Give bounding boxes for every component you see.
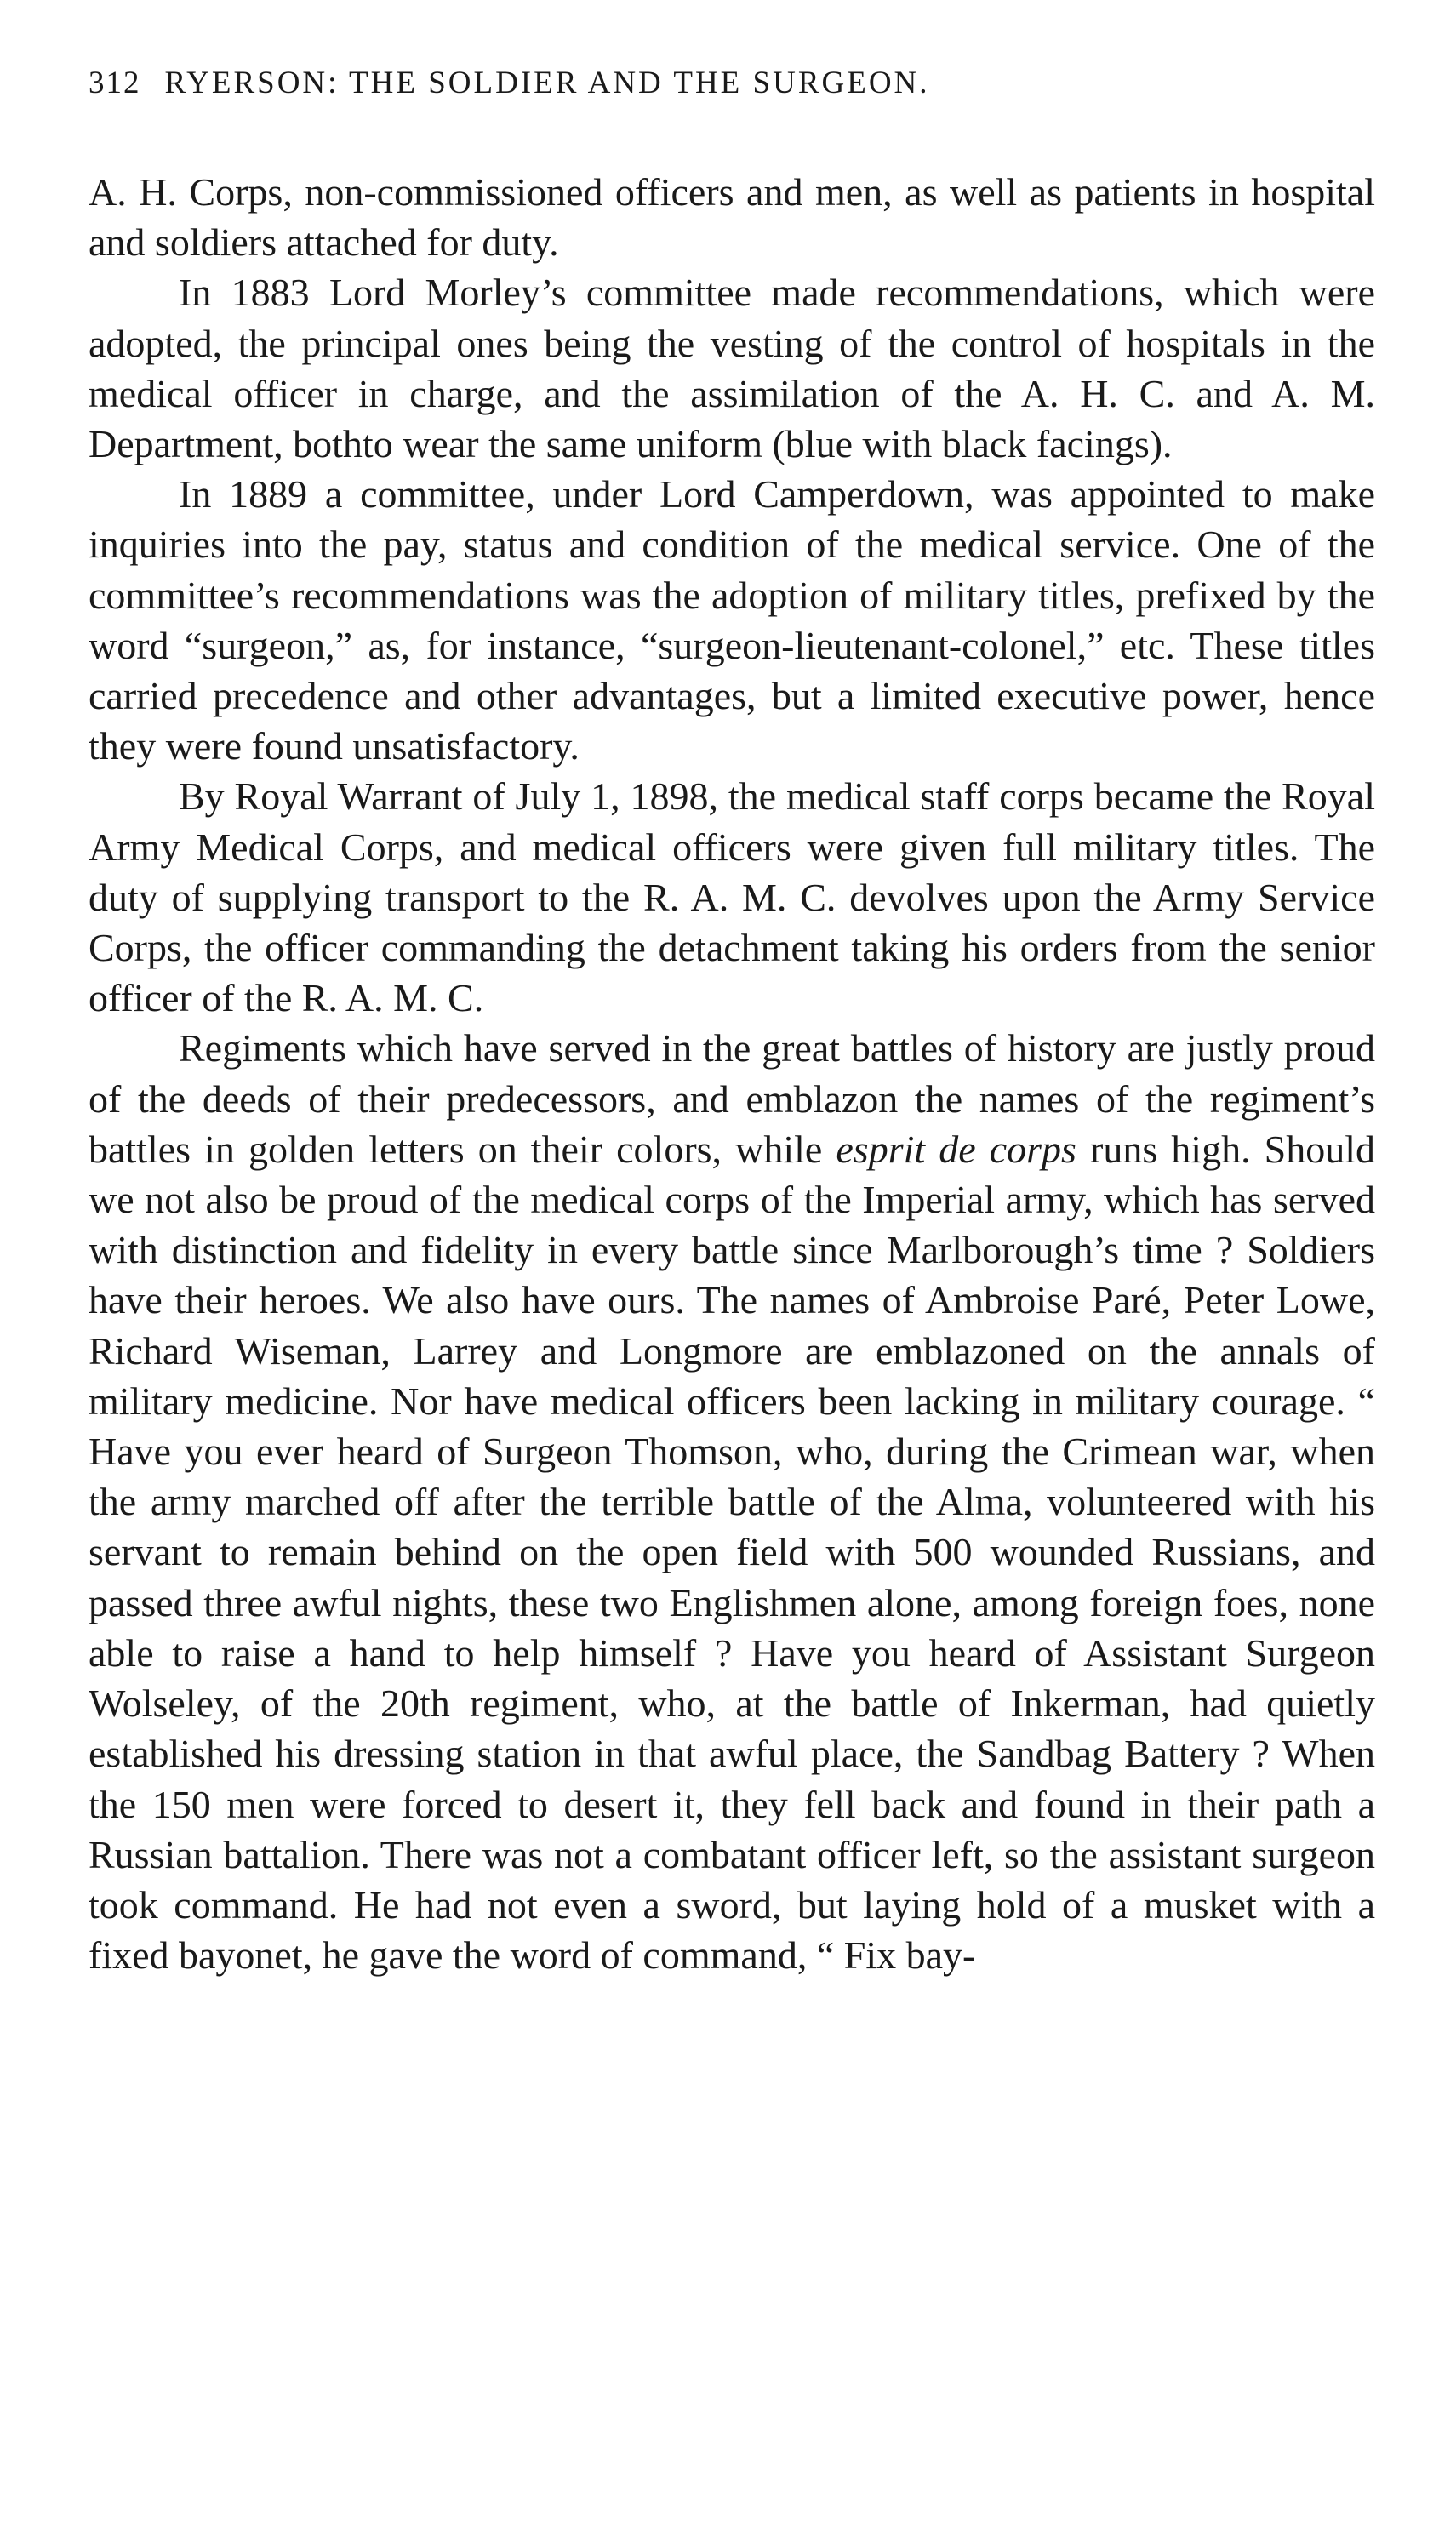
paragraph-regiments — [89, 1023, 1375, 1980]
page-number: 312 — [89, 66, 141, 100]
running-title: RYERSON: THE SOLDIER AND THE SURGEON. — [164, 66, 930, 100]
italic-phrase-esprit-de-corps: esprit de corps — [836, 1127, 1076, 1171]
paragraph-regiments-text-after: runs high. Should we not also be proud of the medical corps of the Imperial army, which has served with distinction and fidelity in every battle since Marlborough’s time ? Soldiers have their heroes. We also have ours. The names of Ambroise Paré, Peter Lowe, Richard Wiseman, Larrey and Longmore are emblazoned on the annals of military medicine. Nor have medical officers been lacking in military courage. “ Have you ever heard of Surgeon Thomson, who, during the Crimean war, when the army marched off after the terrible battle of the Alma, volunteered with his servant to remain behind on the open field with 500 wounded Russians, and passed three awful nights, these two Englishmen alone, among foreign foes, none able to raise a hand to help himself ? Have you heard of Assistant Surgeon Wolseley, of the 20th regiment, who, at the battle of Inkerman, had quietly established his dressing station in that awful place, the Sandbag Battery ? When the 150 men were forced to desert it, they fell back and found in their path a Russian battalion. There was not a combatant officer left, so the assistant surgeon took command. He had not even a sword, but laying hold of a musket with a fixed bayonet, he gave the word of command, “ Fix bay- — [89, 1127, 1375, 1978]
paragraph-morley-committee: In 1883 Lord Morley’s committee made recommendations, which were adopted, the principal ones being the vesting of the control of hospitals in the medical officer in charge, and the assimilation of the A. H. C. and A. M. Department, bothto wear the same uniform (blue with black facings). — [89, 271, 1375, 466]
paragraph-continuation: A. H. Corps, non-commissioned officers and men, as well as patients in hospital and soldiers attached for duty. — [89, 170, 1375, 265]
paragraph-royal-warrant: By Royal Warrant of July 1, 1898, the medical staff corps became the Royal Army Medical Corps, and medical officers were given full military titles. The duty of supplying transport to the R. A. M. C. devolves upon the Army Service Corps, the officer commanding the detachment taking his orders from the senior officer of the R. A. M. C. — [89, 774, 1375, 1020]
running-head — [89, 58, 1375, 109]
paragraph-camperdown-committee: In 1889 a committee, under Lord Camperdown, was appointed to make inquiries into the pay, status and condition of the medical service. One of the committee’s recommendations was the adoption of military titles, prefixed by the word “surgeon,” as, for instance, “surgeon-lieutenant-colonel,” etc. These titles carried precedence and other advantages, but a limited executive power, hence they were found unsatisfactory. — [89, 472, 1375, 768]
paragraph-regiments-text-before: Regiments which have served in the great battles of history are justly proud of the deeds of their predecessors, and emblazon the names of the regiment’s battles in golden letters on their colors, while — [89, 1026, 1375, 1171]
book-page — [89, 58, 1375, 1980]
body-text — [89, 167, 1375, 1980]
